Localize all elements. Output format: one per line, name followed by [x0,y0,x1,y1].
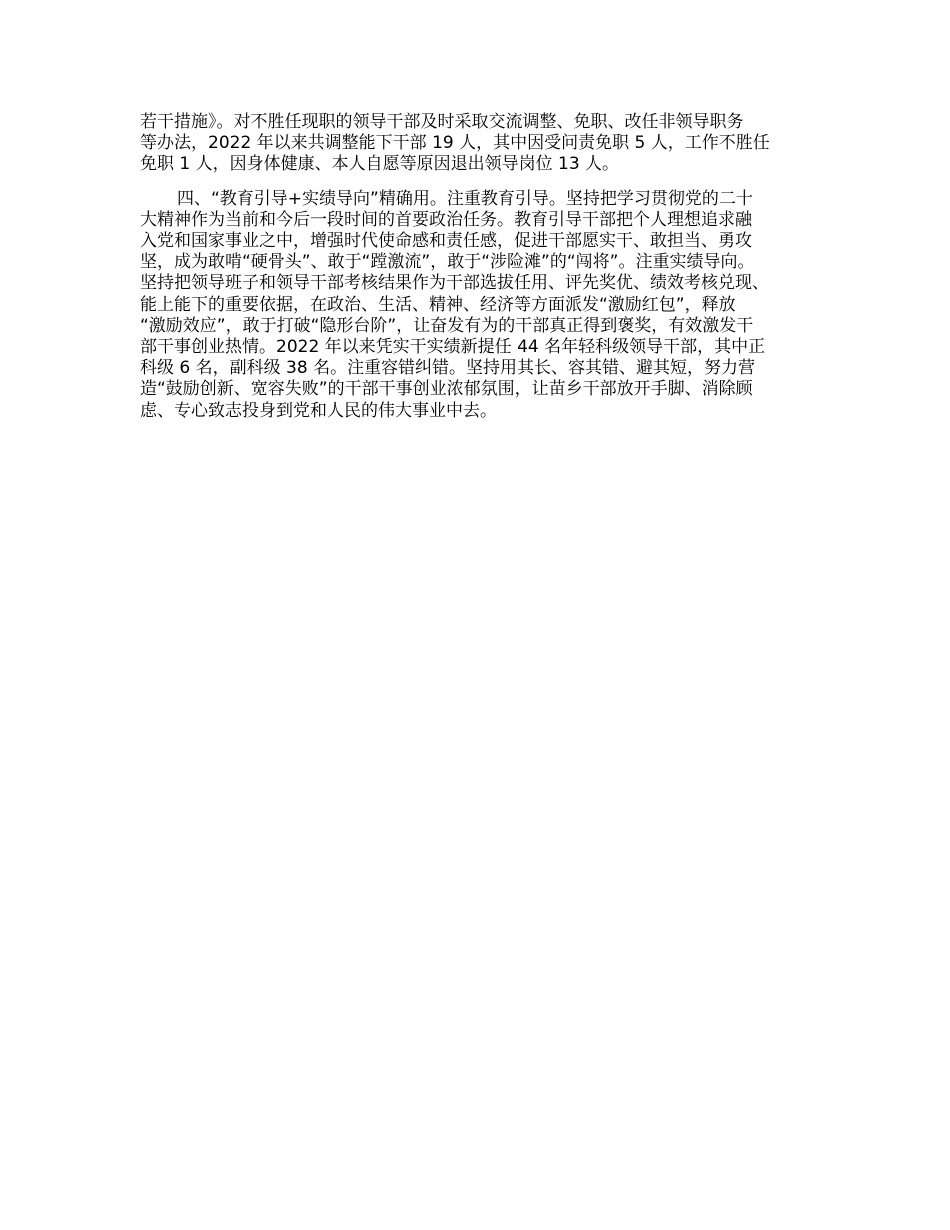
text-line: 四、“教育引导+实绩导向”精确用。注重教育引导。坚持把学习贯彻党的二十 [177,188,753,209]
text-line: 大精神作为当前和今后一段时间的首要政治任务。教育引导干部把个人理想追求融 [140,209,752,230]
text-line: 部干事创业热情。2022 年以来凭实干实绩新提任 44 名年轻科级领导干部，其中正 [140,337,766,358]
paragraph-2 [140,189,824,422]
text-line: 虑、专心致志投身到党和人民的伟大事业中去。 [140,400,497,421]
text-line: 造“鼓励创新、宽容失败”的干部干事创业浓郁氛围，让苗乡干部放开手脚、消除顾 [140,379,753,400]
paragraph-1 [140,112,824,176]
text-line: 能上能下的重要依据，在政治、生活、精神、经济等方面派发“激励红包”，释放 [140,294,736,315]
text-line: 科级 6 名，副科级 38 名。注重容错纠错。坚持用其长、容其错、避其短，努力营 [140,358,756,379]
text-line: 入党和国家事业之中，增强时代使命感和责任感，促进干部愿实干、敢担当、勇攻 [140,231,752,252]
text-line: “激励效应”，敢于打破“隐形台阶”，让奋发有为的干部真正得到褒奖，有效激发干 [140,315,754,336]
text-line: 免职 1 人，因身体健康、本人自愿等原因退出领导岗位 13 人。 [140,154,620,175]
text-line: 等办法，2022 年以来共调整能下干部 19 人，其中因受问责免职 5 人，工作不胜任 [140,133,770,154]
document-body [140,112,824,422]
text-line: 坚，成为敢啃“硬骨头”、敢于“蹚激流”，敢于“涉险滩”的“闯将”。注重实绩导向。 [140,252,755,273]
text-line: 若干措施》。对不胜任现职的领导干部及时采取交流调整、免职、改任非领导职务 [140,112,744,132]
text-line: 坚持把领导班子和领导干部考核结果作为干部选拔任用、评先奖优、绩效考核兑现、 [140,273,769,294]
